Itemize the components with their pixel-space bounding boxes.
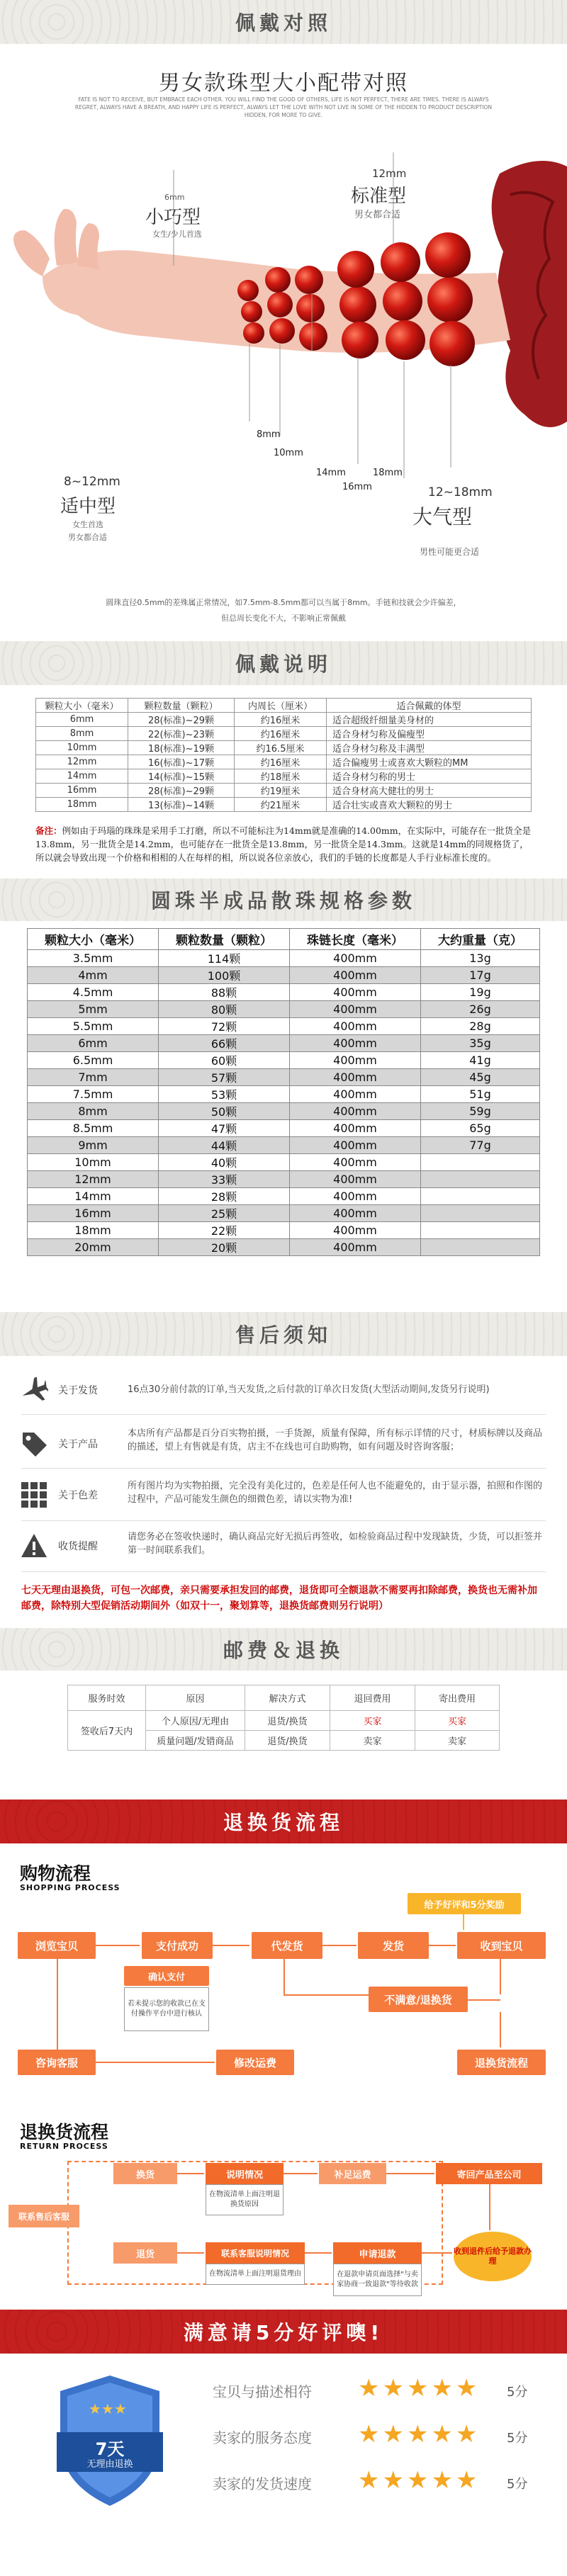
table-row — [36, 769, 532, 784]
cell: 400mm — [290, 984, 421, 1001]
cell: 400mm — [290, 1239, 421, 1256]
cell: 400mm — [290, 950, 421, 967]
table-header: 大约重量（克） — [421, 929, 540, 950]
praise-box: 给予好评和5分奖励 — [408, 1893, 521, 1914]
cell: 买家 — [330, 1711, 415, 1731]
flow-arrow — [213, 1945, 249, 1946]
cell: 19g — [421, 984, 540, 1001]
bead-size-10: 10mm — [274, 448, 303, 458]
table-row — [36, 755, 532, 769]
cell: 质量问题/发错商品 — [146, 1731, 245, 1751]
cell: 20颗 — [159, 1239, 290, 1256]
cell: 40颗 — [159, 1154, 290, 1171]
cell: 400mm — [290, 1154, 421, 1171]
cell: 400mm — [290, 1222, 421, 1239]
table-row — [36, 784, 532, 798]
cell — [421, 1239, 540, 1256]
big-size-label: 12~18mm — [428, 485, 493, 499]
seven-day-badge — [53, 2370, 167, 2512]
std-desc-label: 男女都合适 — [354, 210, 401, 220]
table-header: 颗粒大小（毫米） — [36, 699, 128, 713]
big-type-label: 大气型 — [412, 505, 473, 529]
table-header: 珠链长度（毫米） — [290, 929, 421, 950]
cell: 8mm — [28, 1103, 159, 1120]
cell: 88颗 — [159, 984, 290, 1001]
std-type-label: 标准型 — [351, 186, 407, 207]
flow-arrow — [96, 1945, 140, 1946]
table-header: 解决方式 — [245, 1685, 330, 1711]
section-banner-aftersales — [0, 1312, 567, 1356]
badge-days: 7天 — [95, 2439, 125, 2459]
mid-type-label: 适中型 — [60, 496, 116, 517]
rating-score-delivery: 5分 — [507, 2477, 528, 2492]
table-row — [28, 1171, 540, 1188]
cell: 45g — [421, 1069, 540, 1086]
cell: 13g — [421, 950, 540, 967]
table-header: 退回费用 — [330, 1685, 415, 1711]
cell: 80颗 — [159, 1001, 290, 1018]
flow-arrow — [284, 1994, 369, 1996]
table-header: 适合佩戴的体型 — [327, 699, 532, 713]
table-row — [28, 1120, 540, 1137]
cell: 100颗 — [159, 967, 290, 984]
return-policy-text: 七天无理由退换货，可包一次邮费，亲只需要承担发回的邮费，退货即可全额退款不需要再扣除邮费，换货也无需补加邮费，除特别大型促销活动期间外（如双十一，聚划算等，退换货邮费则另行说明） — [21, 1585, 537, 1612]
table-row — [28, 1052, 540, 1069]
cell: 个人原因/无理由 — [146, 1711, 245, 1731]
cell: 400mm — [290, 1171, 421, 1188]
rating-stars-description — [358, 2376, 480, 2400]
cell: 约16厘米 — [235, 713, 327, 727]
cell: 400mm — [290, 1086, 421, 1103]
cell: 适合超级纤细量美身材的 — [327, 713, 532, 727]
table-row — [28, 1086, 540, 1103]
page-heading: 男女款珠型大小配带对照 — [159, 71, 408, 96]
cell: 4.5mm — [28, 984, 159, 1001]
after-text-color: 所有图片均为实物拍摄，完全没有美化过的，色差是任何人也不能避免的，由于显示器，拍照和作图的过程中，产品可能发生颜色的细微色差，请以实物为准! — [128, 1481, 543, 1505]
cell: 买家 — [415, 1711, 500, 1731]
cell: 72颗 — [159, 1018, 290, 1035]
cell — [421, 1188, 540, 1205]
cell: 28g — [421, 1018, 540, 1035]
cell: 400mm — [290, 1052, 421, 1069]
period-cell: 签收后7天内 — [68, 1711, 146, 1751]
cell: 16mm — [36, 784, 128, 798]
cell: 约19厘米 — [235, 784, 327, 798]
cell: 约16.5厘米 — [235, 741, 327, 755]
cell: 12mm — [28, 1171, 159, 1188]
cell: 400mm — [290, 1035, 421, 1052]
bracelet-illustration — [0, 124, 567, 535]
cell: 10mm — [28, 1154, 159, 1171]
flow-explain: 说明情况 — [206, 2163, 284, 2184]
cell: 适合身材匀称及偏瘦型 — [327, 727, 532, 741]
small-type-label: 小巧型 — [145, 207, 201, 228]
bead-size-8: 8mm — [257, 429, 281, 440]
flow-contact-service: 联系客服说明情况 — [206, 2242, 305, 2264]
after-label-receipt: 收货提醒 — [58, 1541, 98, 1552]
after-text-shipping: 16点30分前付款的订单,当天发货,之后付款的订单次日发货(大型活动期间,发货另行说明) — [128, 1384, 490, 1395]
cell: 约16厘米 — [235, 727, 327, 741]
flow-receive: 收到宝贝 — [457, 1932, 546, 1959]
cell: 18mm — [28, 1222, 159, 1239]
cell: 5mm — [28, 1001, 159, 1018]
flow-pay: 支付成功 — [142, 1932, 213, 1959]
flow-confirm-note: 若未提示您的收款已在支付操作平台中进行核认 — [124, 1987, 209, 2031]
grid-icon — [20, 1481, 48, 1509]
cell: 35g — [421, 1035, 540, 1052]
note-text: 例如由于玛瑙的珠珠是采用手工打磨，所以不可能标注为14mm就是准确的14.00mm，在实际中，可能存在一批货全是13.8mm，另一批货全是14.2mm，也可能存在一批货全是13.8mm，另一批货全是14.3mm。这就是14mm的同规格货了，所以就会导致出现一个价格和相相的人在每样的相，所以说各位亲放心，我们的手链的长度都是人手行业标准长度的。 — [35, 825, 532, 863]
table-row — [28, 1018, 540, 1035]
cell: 14mm — [36, 769, 128, 784]
cell: 400mm — [290, 1137, 421, 1154]
flow-arrow — [468, 1999, 500, 2001]
bead-size-16: 16mm — [342, 482, 372, 492]
flow-confirm: 确认支付 — [124, 1966, 209, 1986]
table-row — [28, 1137, 540, 1154]
table-header: 内周长（厘米） — [235, 699, 327, 713]
cell: 14mm — [28, 1188, 159, 1205]
return-process-title: 退换货流程 — [20, 2122, 109, 2142]
section-banner-specs — [0, 879, 567, 921]
warning-icon — [20, 1532, 48, 1560]
cell: 41g — [421, 1052, 540, 1069]
cell: 60颗 — [159, 1052, 290, 1069]
table-header-row — [68, 1685, 500, 1711]
cell — [421, 1154, 540, 1171]
cell: 约16厘米 — [235, 755, 327, 769]
flow-arrow — [500, 1959, 501, 1994]
section-title: 佩戴说明 — [235, 653, 332, 676]
after-label-color: 关于色差 — [58, 1490, 98, 1501]
star-icon: ★★★★★ — [358, 2466, 481, 2495]
table-row — [28, 1069, 540, 1086]
cell: 14(标准)~15颗 — [128, 769, 235, 784]
footnote-1: 圆珠直径0.5mm的差殊属正常情况，如7.5mm-8.5mm都可以当属于8mm。手链和技就会少许偏差， — [106, 598, 461, 607]
cell: 约21厘米 — [235, 798, 327, 812]
cell: 适合身材匀称及丰满型 — [327, 741, 532, 755]
after-label-shipping: 关于发货 — [58, 1385, 98, 1396]
cell: 12mm — [36, 755, 128, 769]
cell: 3.5mm — [28, 950, 159, 967]
star-icon: ★★★★★ — [358, 2374, 481, 2402]
cell: 适合偏瘦男士或喜欢大颗粒的MM — [327, 755, 532, 769]
flow-arrow — [463, 1914, 464, 1930]
table-row — [36, 713, 532, 727]
divider — [21, 1571, 546, 1572]
cell: 17g — [421, 967, 540, 984]
section-banner-wear — [0, 0, 567, 44]
flow-arrow — [177, 2173, 204, 2174]
section-title: 售后须知 — [235, 1323, 332, 1347]
cell: 适合身材高大健壮的男士 — [327, 784, 532, 798]
table-row — [36, 727, 532, 741]
shopping-process-subtitle: SHOPPING PROCESS — [20, 1883, 120, 1892]
flow-unsatisfied: 不满意/退换货 — [369, 1987, 468, 2012]
cell: 59g — [421, 1103, 540, 1120]
divider — [21, 1520, 546, 1521]
flow-arrow — [386, 2173, 434, 2174]
cell: 51g — [421, 1086, 540, 1103]
cell: 26g — [421, 1001, 540, 1018]
flow-apply-note: 在退款申请页面选择"与卖家协商一致退款"等待收款 — [333, 2264, 422, 2296]
flow-service: 咨询客服 — [18, 2050, 96, 2075]
cell: 33颗 — [159, 1171, 290, 1188]
cell: 8.5mm — [28, 1120, 159, 1137]
table-header: 颗粒数量（颗粒） — [159, 929, 290, 950]
cell: 25颗 — [159, 1205, 290, 1222]
flow-arrow — [500, 2012, 501, 2047]
flow-arrow — [284, 1959, 285, 1994]
flow-apply: 申请退款 — [333, 2242, 422, 2264]
spec-table — [27, 928, 540, 1256]
section-title: 满意请5分好评噢! — [183, 2321, 384, 2344]
table-header: 颗粒数量（颗粒） — [128, 699, 235, 713]
rating-label-service: 卖家的服务态度 — [213, 2429, 312, 2446]
cell: 6mm — [36, 713, 128, 727]
table-header: 寄出费用 — [415, 1685, 500, 1711]
table-row — [28, 1188, 540, 1205]
footnote-2: 但总周长变化不大，不影响正常佩戴 — [221, 614, 346, 623]
cell: 6mm — [28, 1035, 159, 1052]
flow-sendback: 寄回产品至公司 — [436, 2163, 542, 2184]
cell: 卖家 — [330, 1731, 415, 1751]
flow-arrow — [422, 2252, 452, 2254]
table-row — [28, 1205, 540, 1222]
cell: 4mm — [28, 967, 159, 984]
badge-text: 无理由退换 — [86, 2459, 133, 2470]
shopping-process-title: 购物流程 — [20, 1863, 91, 1884]
cell: 400mm — [290, 1188, 421, 1205]
cell — [421, 1222, 540, 1239]
table-row — [28, 967, 540, 984]
table-header-row — [36, 699, 532, 713]
table-row — [28, 1154, 540, 1171]
table-header: 颗粒大小（毫米） — [28, 929, 159, 950]
small-size-label: 6mm — [164, 193, 185, 202]
flow-arrow — [177, 2252, 204, 2254]
flow-explain-note: 在物流清单上面注明退换货原因 — [206, 2184, 284, 2215]
cell: 22(标准)~23颗 — [128, 727, 235, 741]
flow-arrow — [322, 1945, 357, 1946]
bead-size-18: 18mm — [373, 468, 403, 478]
airplane-icon — [20, 1376, 48, 1404]
std-size-label: 12mm — [372, 167, 407, 180]
cell: 5.5mm — [28, 1018, 159, 1035]
cell: 400mm — [290, 1120, 421, 1137]
return-process-subtitle: RETURN PROCESS — [20, 2142, 108, 2151]
big-desc-label: 男性可能更合适 — [420, 547, 480, 557]
flow-modify: 修改运费 — [216, 2050, 294, 2075]
after-text-receipt: 请您务必在签收快递时，确认商品完好无损后再签收，如检验商品过程中发现缺货，少货，可以拒签并第一时间联系我们。 — [128, 1532, 543, 1556]
cell — [421, 1205, 540, 1222]
divider — [21, 1468, 546, 1469]
cell: 10mm — [36, 741, 128, 755]
cell: 53颗 — [159, 1086, 290, 1103]
table-row — [36, 798, 532, 812]
cell: 400mm — [290, 1001, 421, 1018]
flow-sent: 发货 — [358, 1932, 429, 1959]
table-header: 原因 — [146, 1685, 245, 1711]
cell: 13(标准)~14颗 — [128, 798, 235, 812]
flow-exchange: 换货 — [113, 2163, 177, 2184]
cell: 400mm — [290, 1018, 421, 1035]
cell: 65g — [421, 1120, 540, 1137]
intro-text: FATE IS NOT TO RECEIVE, BUT EMBRACE EACH OTHER. YOU WILL FIND THE GOOD OF OTHERS, LIFE IS NOT PERFECT, THERE ARE TIMES. THERE IS ALWAYS REGRET, ALWAYS HAVE A BREATH, AND HAPPY LIFE IS PERFECT, ALWAYS LET THE LOVE WITH NOT LIVE IN SOME OF THE HIDDEN TO PRODUCT DESCRIPTION HIDDEN, FOR MORE TO GIVE. — [74, 96, 493, 118]
section-banner-process — [0, 1800, 567, 1843]
mid-desc2-label: 男女都合适 — [68, 533, 107, 542]
table-row — [28, 1222, 540, 1239]
cell: 44颗 — [159, 1137, 290, 1154]
section-title: 邮费＆退换 — [223, 1639, 344, 1662]
table-row — [28, 1103, 540, 1120]
after-text-product: 本店所有产品都是百分百实物拍摄，一手货源，质量有保障，所有标示详情的尺寸，材质标牌以及商品的描述，望上有售就是有货，店主不在线也可自助购物，如有问题及时咨询客服； — [128, 1428, 543, 1452]
tag-icon — [20, 1430, 48, 1458]
rating-score-service: 5分 — [507, 2431, 528, 2446]
bead-size-14: 14mm — [316, 468, 346, 478]
cell: 18(标准)~19颗 — [128, 741, 235, 755]
cell: 400mm — [290, 1205, 421, 1222]
wear-table — [35, 698, 532, 812]
cell: 22颗 — [159, 1222, 290, 1239]
postage-table — [67, 1685, 500, 1751]
flow-arrow — [57, 1959, 58, 2051]
cell: 47颗 — [159, 1120, 290, 1137]
table-row — [28, 1001, 540, 1018]
rating-label-delivery: 卖家的发货速度 — [213, 2475, 312, 2492]
cell: 57颗 — [159, 1069, 290, 1086]
rating-stars-delivery — [358, 2466, 481, 2495]
cell: 20mm — [28, 1239, 159, 1256]
flow-refund-success: 收到退件后给予退款办理 — [454, 2232, 532, 2281]
rating-stars-service — [358, 2422, 480, 2446]
flow-return: 退换货流程 — [457, 2050, 546, 2075]
flow-browse: 浏览宝贝 — [18, 1932, 96, 1959]
star-icon: ★★★★★ — [358, 2420, 481, 2448]
cell: 400mm — [290, 967, 421, 984]
cell: 卖家 — [415, 1731, 500, 1751]
flow-refund: 退货 — [113, 2242, 177, 2264]
section-title: 退换货流程 — [223, 1811, 344, 1834]
divider — [21, 1414, 546, 1415]
section-banner-postage — [0, 1628, 567, 1671]
cell — [421, 1171, 540, 1188]
mid-size-label: 8~12mm — [64, 475, 120, 489]
flow-ship: 代发货 — [252, 1932, 322, 1959]
cell: 8mm — [36, 727, 128, 741]
mid-desc1-label: 女生首选 — [72, 520, 103, 529]
table-row — [36, 741, 532, 755]
cell: 约18厘米 — [235, 769, 327, 784]
cell: 77g — [421, 1137, 540, 1154]
flow-postage: 补足运费 — [319, 2163, 386, 2184]
flow-arrow — [429, 1945, 456, 1946]
cell: 28(标准)~29颗 — [128, 784, 235, 798]
cell: 18mm — [36, 798, 128, 812]
cell: 7mm — [28, 1069, 159, 1086]
table-row — [28, 984, 540, 1001]
table-row — [68, 1711, 500, 1731]
cell: 114颗 — [159, 950, 290, 967]
cell: 28(标准)~29颗 — [128, 713, 235, 727]
cell: 适合身材匀称的男士 — [327, 769, 532, 784]
cell: 66颗 — [159, 1035, 290, 1052]
rating-label-description: 宝贝与描述相符 — [213, 2383, 312, 2400]
small-desc-label: 女生/少儿首选 — [152, 230, 202, 239]
section-banner-rating — [0, 2310, 567, 2354]
section-title: 圆珠半成品散珠规格参数 — [150, 889, 416, 913]
arm-and-beads-image — [0, 124, 567, 535]
table-row — [28, 1035, 540, 1052]
table-header: 服务时效 — [68, 1685, 146, 1711]
cell: 退货/换货 — [245, 1711, 330, 1731]
cell: 400mm — [290, 1069, 421, 1086]
section-title: 佩戴对照 — [235, 11, 332, 35]
svg-text:★★★: ★★★ — [89, 2400, 127, 2417]
cell: 16(标准)~17颗 — [128, 755, 235, 769]
cell: 9mm — [28, 1137, 159, 1154]
cell: 适合壮实或喜欢大颗粒的男士 — [327, 798, 532, 812]
wear-note — [35, 824, 532, 864]
table-row — [28, 950, 540, 967]
flow-contact-note: 在物流清单上面注明退货理由 — [206, 2264, 305, 2285]
cell: 50颗 — [159, 1103, 290, 1120]
flow-contact-aftersales: 联系售后客服 — [9, 2205, 79, 2227]
flow-arrow — [489, 2184, 490, 2230]
table-row — [28, 1239, 540, 1256]
note-label: 备注： — [35, 825, 62, 836]
rating-score-description: 5分 — [507, 2385, 528, 2400]
cell: 7.5mm — [28, 1086, 159, 1103]
flow-arrow — [284, 2173, 318, 2174]
cell: 28颗 — [159, 1188, 290, 1205]
section-banner-instructions — [0, 641, 567, 685]
cell: 400mm — [290, 1103, 421, 1120]
cell: 6.5mm — [28, 1052, 159, 1069]
cell: 退货/换货 — [245, 1731, 330, 1751]
flow-arrow — [305, 2252, 332, 2254]
after-label-product: 关于产品 — [58, 1439, 98, 1450]
flow-arrow — [96, 2062, 215, 2063]
table-header-row — [28, 929, 540, 950]
cell: 16mm — [28, 1205, 159, 1222]
